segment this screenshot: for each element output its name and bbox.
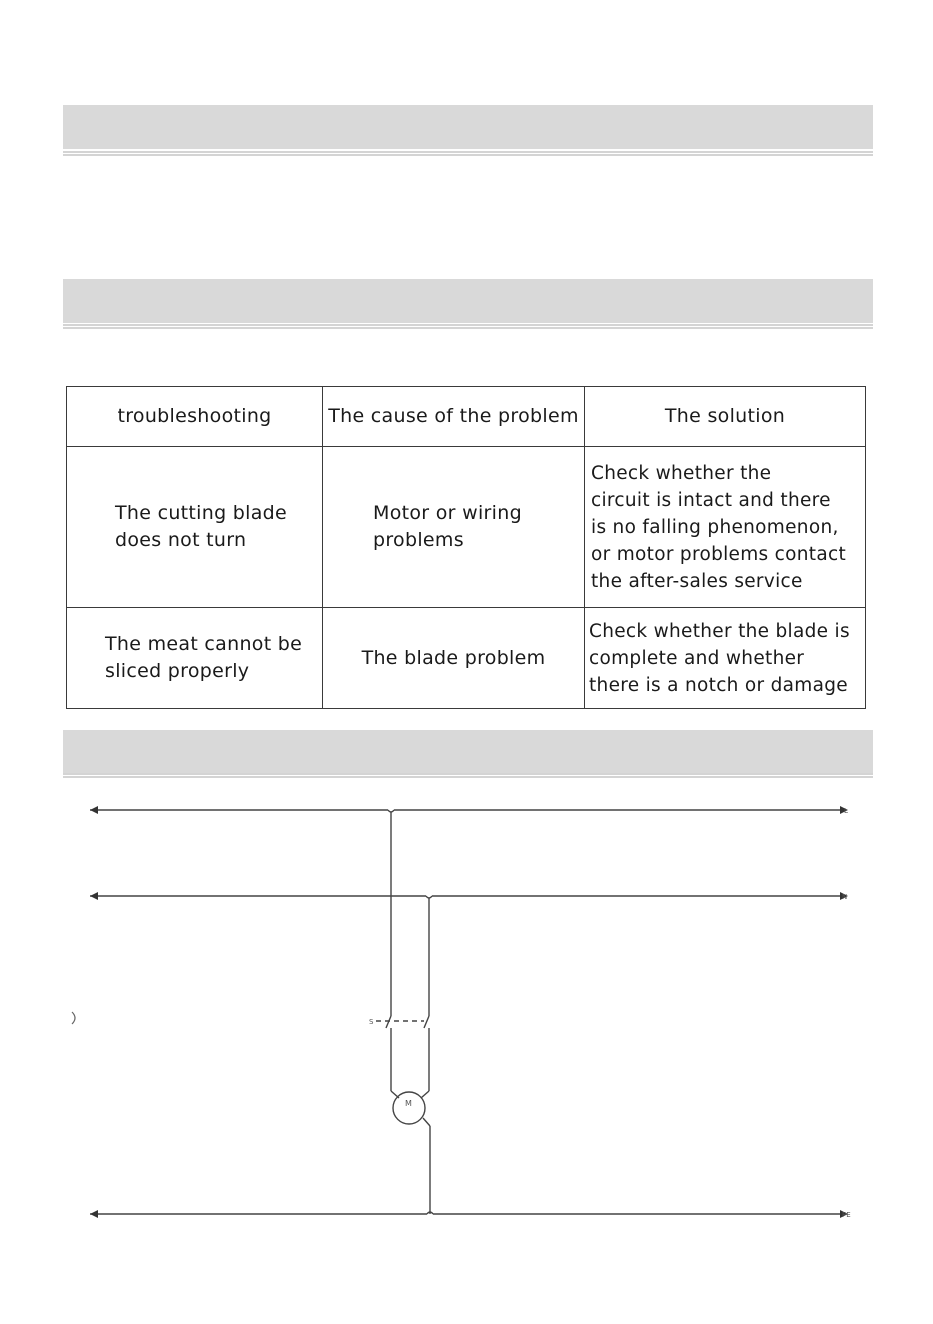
solution-cell: Check whether the blade is complete and whether there is a notch or damage <box>585 608 866 709</box>
section-divider-3 <box>63 773 873 778</box>
section-header-bar-2 <box>63 279 873 323</box>
neutral-label: N <box>842 893 848 901</box>
motor-symbol <box>393 1092 425 1124</box>
table-row <box>67 608 866 709</box>
earth-label: PE <box>842 1211 851 1219</box>
troubleshooting-table <box>66 386 866 709</box>
solution-cell: Check whether the circuit is intact and there is no falling phenomenon, or motor problems contact the after-sales service <box>585 447 866 608</box>
table-row <box>67 447 866 608</box>
wiring-diagram <box>66 796 866 1236</box>
issue-cell: The cutting blade does not turn <box>67 447 323 608</box>
header-cause: The cause of the problem <box>323 387 585 447</box>
section-divider-2 <box>63 324 873 329</box>
header-solution: The solution <box>585 387 866 447</box>
section-header-bar-1 <box>63 105 873 149</box>
section-header-bar-3 <box>63 730 873 774</box>
switch-label: S <box>369 1018 374 1026</box>
section-divider-1 <box>63 151 873 156</box>
motor-label: M <box>405 1099 412 1108</box>
cause-cell: Motor or wiring problems <box>323 447 585 608</box>
issue-cell: The meat cannot be sliced properly <box>67 608 323 709</box>
header-troubleshooting: troubleshooting <box>67 387 323 447</box>
wiring-diagram-svg <box>66 796 866 1236</box>
live-label: L <box>844 807 848 815</box>
table-header-row <box>67 387 866 447</box>
cause-cell: The blade problem <box>323 608 585 709</box>
margin-mark <box>72 1012 75 1024</box>
